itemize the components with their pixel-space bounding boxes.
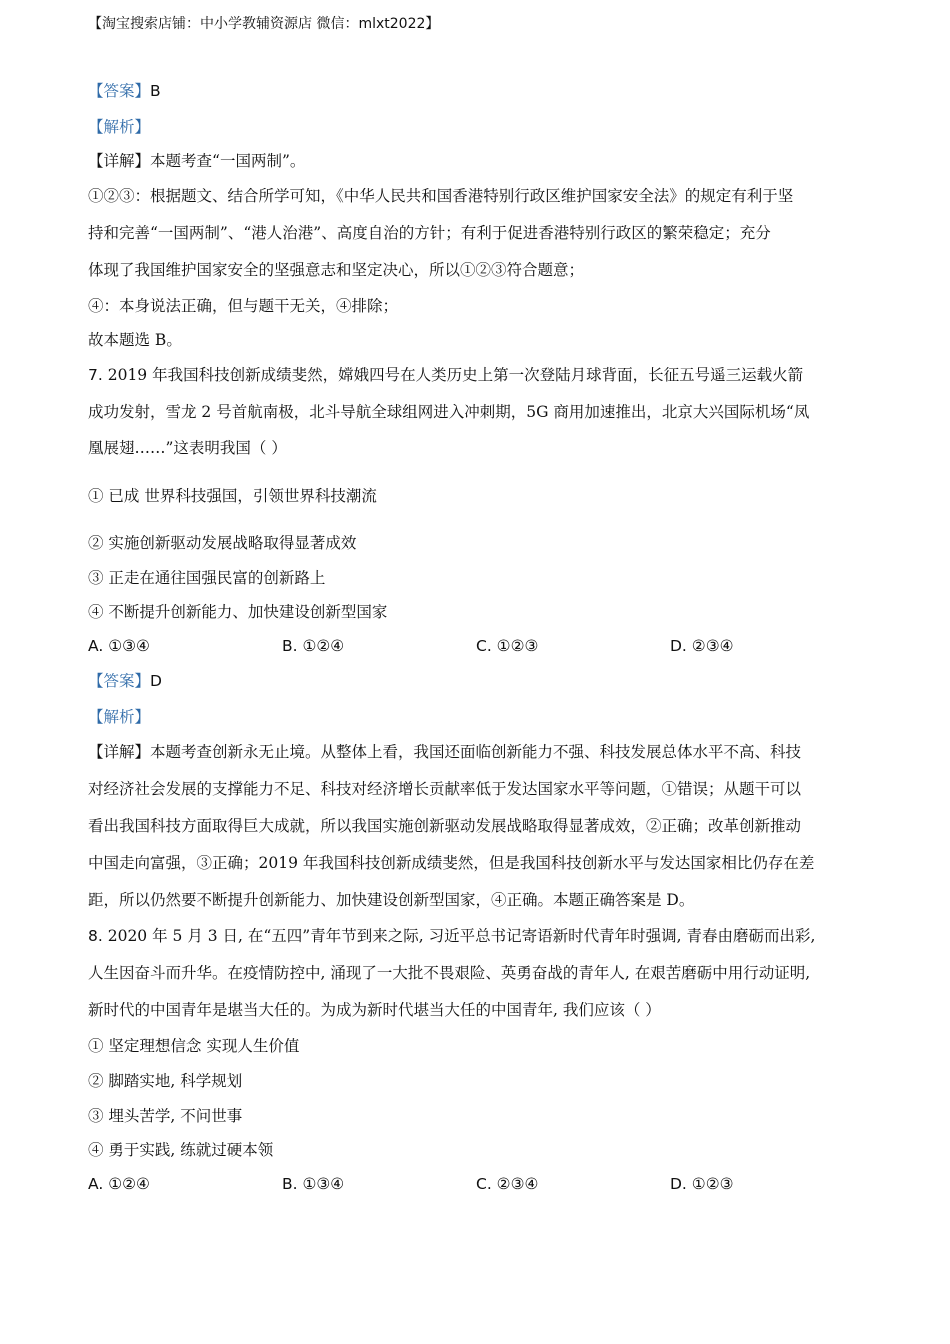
q8-item-2: ② 脚踏实地, 科学规划 xyxy=(88,1072,243,1090)
q8-option-b: B. ①③④ xyxy=(282,1175,345,1193)
answer-label: 【答案】 xyxy=(88,82,151,100)
q7-stem-line-2: 成功发射，雪龙 2 号首航南极，北斗导航全球组网进入冲刺期，5G 商用加速推出，北京大兴国际机场“凤 xyxy=(88,403,810,421)
q7-item-1: ① 已成 世界科技强国，引领世界科技潮流 xyxy=(88,487,377,505)
q7-detail-line-2: 对经济社会发展的支撑能力不足、科技对经济增长贡献率低于发达国家水平等问题，①错误；从题干可以 xyxy=(88,780,802,798)
q6-detail-line-2: ①②③：根据题文、结合所学可知，《中华人民共和国香港特别行政区维护国家安全法》的规定有利于坚 xyxy=(88,187,794,205)
q6-answer-line xyxy=(88,81,161,101)
page-header: 【淘宝搜索店铺：中小学教辅资源店 微信：mlxt2022】 xyxy=(88,16,440,32)
q7-item-3: ③ 正走在通往国强民富的创新路上 xyxy=(88,569,326,587)
q7-item-2: ② 实施创新驱动发展战略取得显著成效 xyxy=(88,534,357,552)
q8-item-4: ④ 勇于实践, 练就过硬本领 xyxy=(88,1141,274,1159)
q7-answer: D xyxy=(150,672,162,690)
q7-detail-line-5: 距，所以仍然要不断提升创新能力、加快建设创新型国家，④正确。本题正确答案是 D。 xyxy=(88,891,695,909)
detail-label: 【详解】 xyxy=(88,152,151,170)
q6-answer: B xyxy=(150,82,161,100)
q7-detail-line-1: 【详解】本题考查创新永无止境。从整体上看，我国还面临创新能力不强、科技发展总体水平不高、科技 xyxy=(88,743,802,761)
q7-number: 7. xyxy=(88,366,103,384)
answer-label: 【答案】 xyxy=(88,672,151,690)
q8-item-3: ③ 埋头苦学, 不问世事 xyxy=(88,1107,243,1125)
q7-analysis-label: 【解析】 xyxy=(88,708,151,726)
q6-detail-line-6: 故本题选 B。 xyxy=(88,331,182,349)
q8-number: 8. xyxy=(88,927,103,945)
q7-detail-line-3: 看出我国科技方面取得巨大成就，所以我国实施创新驱动发展战略取得显著成效，②正确；改革创新推动 xyxy=(88,817,802,835)
q6-analysis-label: 【解析】 xyxy=(88,118,151,136)
q7-answer-line xyxy=(88,671,162,691)
q7-option-c: C. ①②③ xyxy=(476,637,539,655)
q8-option-d: D. ①②③ xyxy=(670,1175,734,1193)
q6-detail-line-4: 体现了我国维护国家安全的坚强意志和坚定决心，所以①②③符合题意； xyxy=(88,261,585,279)
q7-option-a: A. ①③④ xyxy=(88,637,150,655)
q7-item-4: ④ 不断提升创新能力、加快建设创新型国家 xyxy=(88,603,388,621)
q7-detail-line-4: 中国走向富强，③正确；2019 年我国科技创新成绩斐然，但是我国科技创新水平与发达国家相比仍存在差 xyxy=(88,854,815,872)
q7-option-b: B. ①②④ xyxy=(282,637,345,655)
q7-option-d: D. ②③④ xyxy=(670,637,734,655)
q8-option-c: C. ②③④ xyxy=(476,1175,539,1193)
detail-label: 【详解】 xyxy=(88,743,151,761)
q6-detail-line-3: 持和完善“一国两制”、“港人治港”、高度自治的方针；有利于促进香港特别行政区的繁荣稳定；充分 xyxy=(88,224,771,242)
q6-detail-line-1: 【详解】本题考查“一国两制”。 xyxy=(88,152,306,170)
q8-item-1: ① 坚定理想信念 实现人生价值 xyxy=(88,1037,300,1055)
q8-stem-line-1: 8. 2020 年 5 月 3 日, 在“五四”青年节到来之际, 习近平总书记寄语新时代青年时强调, 青春由磨砺而出彩, xyxy=(88,927,816,945)
q8-option-a: A. ①②④ xyxy=(88,1175,150,1193)
q8-stem-line-2: 人生因奋斗而升华。在疫情防控中, 涌现了一大批不畏艰险、英勇奋战的青年人, 在艰苦磨砺中用行动证明, xyxy=(88,964,811,982)
q7-stem-line-1: 7. 2019 年我国科技创新成绩斐然，嫦娥四号在人类历史上第一次登陆月球背面，长征五号遥三运载火箭 xyxy=(88,366,804,384)
q6-detail-line-5: ④：本身说法正确，但与题干无关，④排除； xyxy=(88,297,399,315)
q7-stem-line-3: 凰展翅……”这表明我国（ ） xyxy=(88,439,287,457)
q8-stem-line-3: 新时代的中国青年是堪当大任的。为成为新时代堪当大任的中国青年, 我们应该（ ） xyxy=(88,1001,661,1019)
